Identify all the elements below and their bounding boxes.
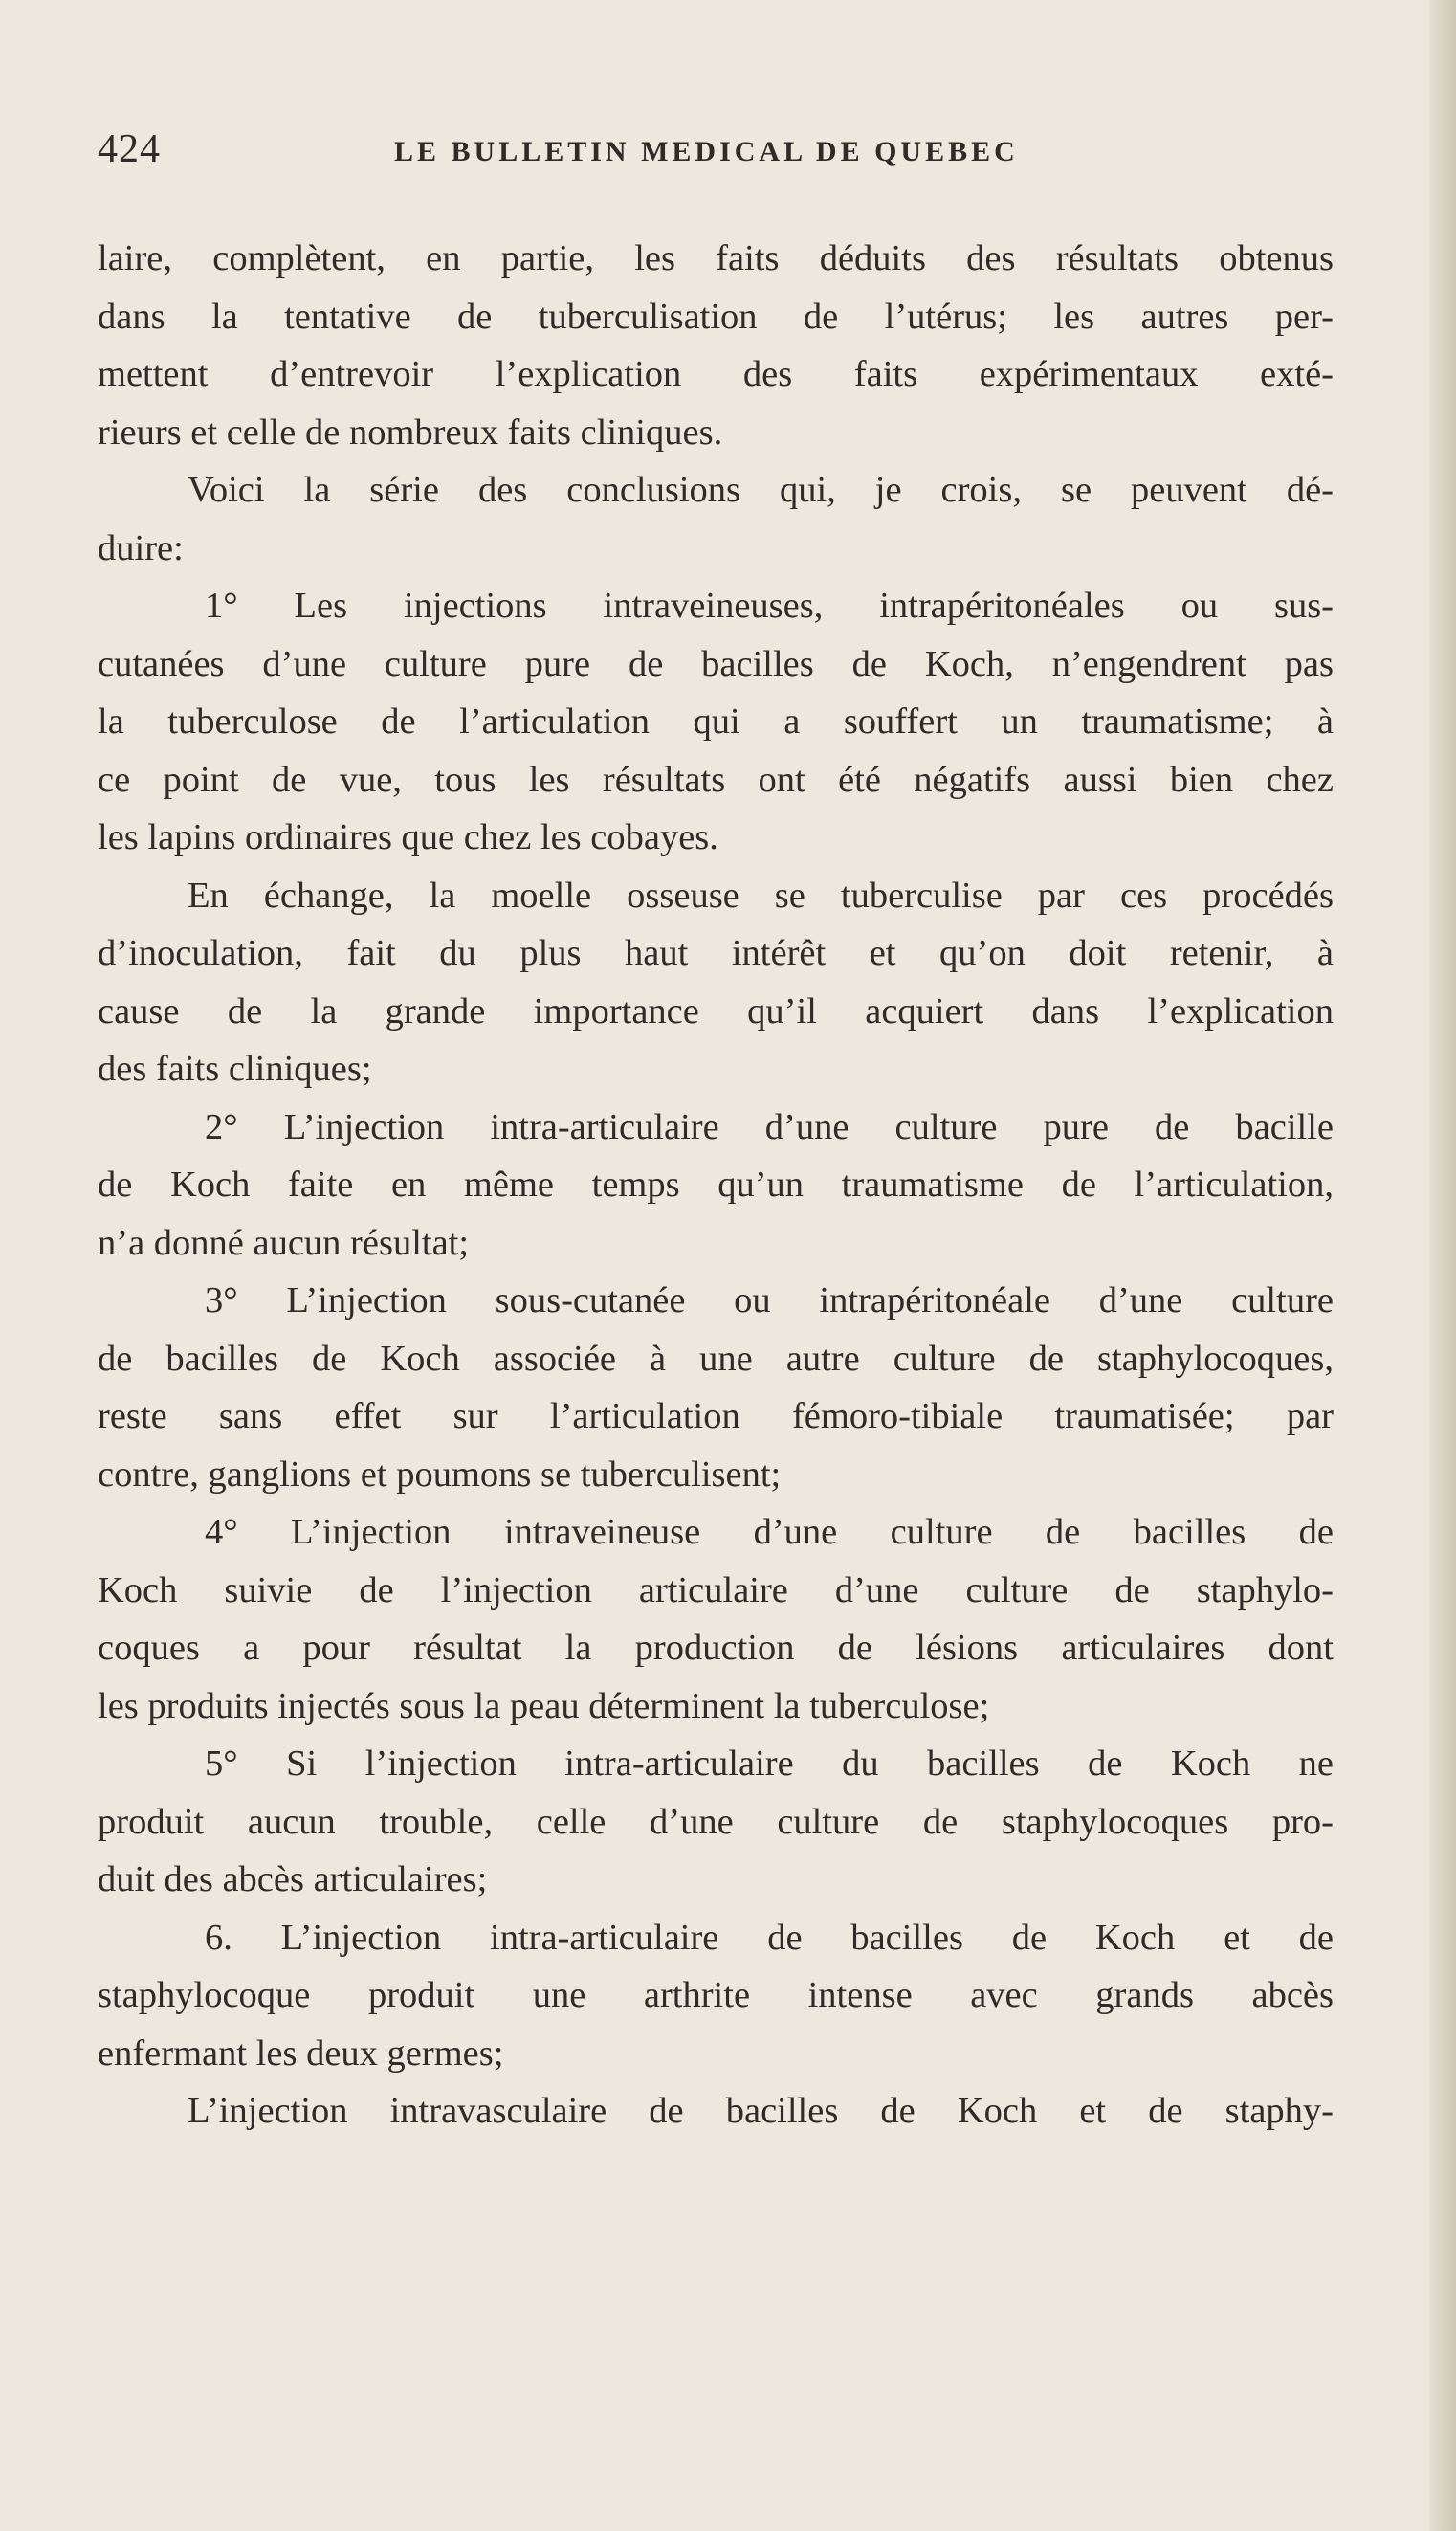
- text-line: enfermant les deux germes;: [98, 2032, 504, 2074]
- text-line: duit des abcès articulaires;: [98, 1859, 488, 1899]
- text-line: Koch suivie de l’injection articulaire d’une culture de staphylo-: [98, 1569, 1334, 1610]
- text-line: contre, ganglions et poumons se tuberculisent;: [98, 1454, 782, 1495]
- text-line: 2° L’injection intra-articulaire d’une culture pure de bacille: [205, 1106, 1334, 1147]
- text-line: coques a pour résultat la production de lésions articulaires dont: [98, 1628, 1334, 1668]
- text-line: En échange, la moelle osseuse se tuberculise par ces procédés: [188, 875, 1334, 916]
- page-header: [98, 126, 1341, 184]
- page-edge-shadow: [1429, 0, 1456, 2531]
- text-line: 1° Les injections intraveineuses, intrapéritonéales ou sus-: [205, 586, 1334, 626]
- text-line: cutanées d’une culture pure de bacilles de Koch, n’engendrent pas: [98, 643, 1334, 684]
- text-line: staphylocoque produit une arthrite intense avec grands abcès: [98, 1975, 1334, 2015]
- text-line: la tuberculose de l’articulation qui a souffert un traumatisme; à: [98, 701, 1334, 742]
- text-line: 5° Si l’injection intra-articulaire du bacilles de Koch ne: [205, 1743, 1334, 1784]
- text-line: de bacilles de Koch associée à une autre culture de staphylocoques,: [98, 1338, 1334, 1379]
- text-line: reste sans effet sur l’articulation fémoro-tibiale traumatisée; par: [98, 1396, 1334, 1436]
- text-line: dans la tentative de tuberculisation de l’utérus; les autres per-: [98, 296, 1334, 337]
- text-line: les produits injectés sous la peau déterminent la tuberculose;: [98, 1685, 990, 1726]
- text-line: des faits cliniques;: [98, 1049, 372, 1089]
- text-line: Voici la série des conclusions qui, je crois, se peuvent dé-: [188, 470, 1334, 510]
- text-line: duire:: [98, 527, 184, 568]
- text-line: L’injection intravasculaire de bacilles de Koch et de staphy-: [188, 2091, 1334, 2131]
- text-line: les lapins ordinaires que chez les cobayes.: [98, 817, 718, 857]
- text-line: de Koch faite en même temps qu’un traumatisme de l’articulation,: [98, 1165, 1334, 1205]
- text-line: n’a donné aucun résultat;: [98, 1222, 470, 1263]
- text-line: d’inoculation, fait du plus haut intérêt et qu’on doit retenir, à: [98, 933, 1334, 973]
- text-line: 3° L’injection sous-cutanée ou intrapéritonéale d’une culture: [205, 1280, 1334, 1321]
- running-title: LE BULLETIN MEDICAL DE QUEBEC: [394, 136, 1019, 167]
- text-line: 4° L’injection intraveineuse d’une culture de bacilles de: [205, 1512, 1334, 1552]
- text-line: cause de la grande importance qu’il acquiert dans l’explication: [98, 990, 1334, 1032]
- text-line: ce point de vue, tous les résultats ont été négatifs aussi bien chez: [98, 759, 1334, 800]
- text-line: produit aucun trouble, celle d’une culture de staphylocoques pro-: [98, 1801, 1334, 1842]
- text-line: 6. L’injection intra-articulaire de bacilles de Koch et de: [205, 1917, 1334, 1958]
- text-line: laire, complètent, en partie, les faits déduits des résultats obtenus: [98, 238, 1334, 278]
- page-number: 424: [98, 127, 161, 171]
- text-line: rieurs et celle de nombreux faits cliniques.: [98, 411, 723, 453]
- text-line: mettent d’entrevoir l’explication des faits expérimentaux exté-: [98, 354, 1334, 394]
- body-text: [98, 230, 1334, 2141]
